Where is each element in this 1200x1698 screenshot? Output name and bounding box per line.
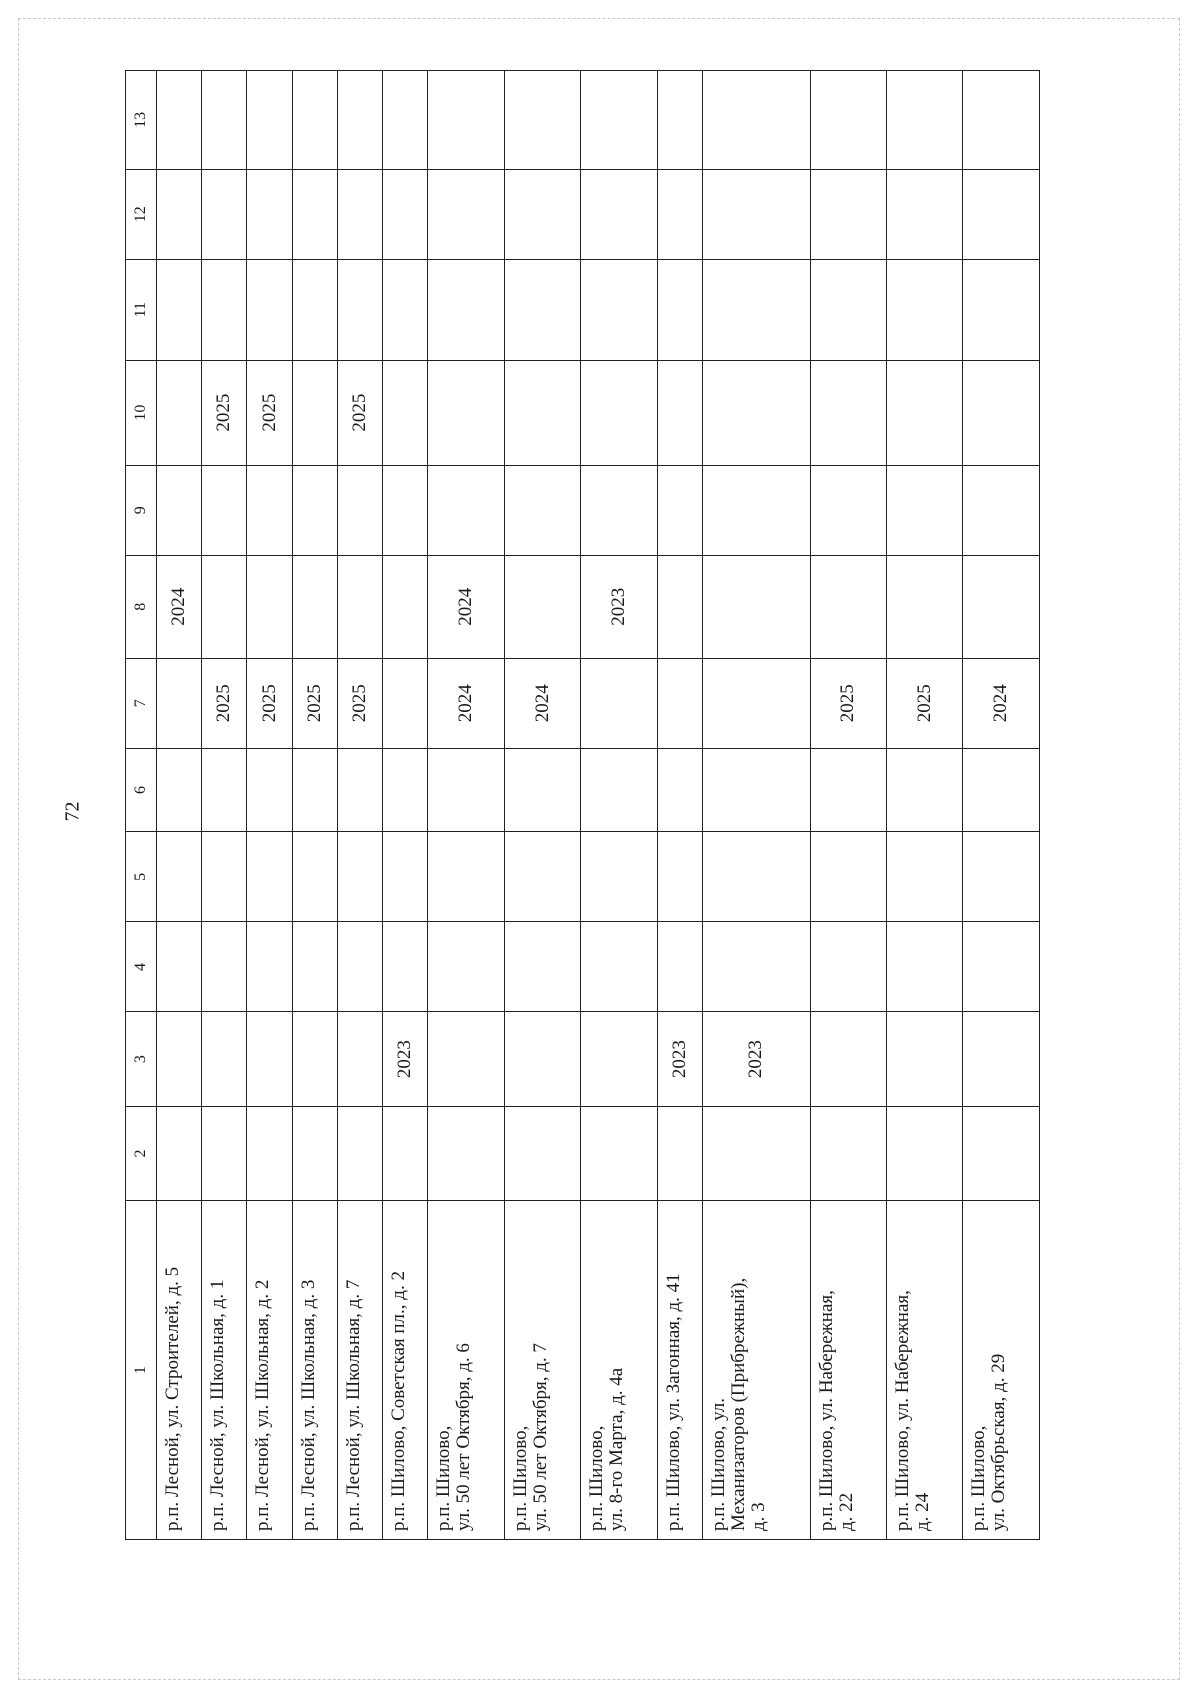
year-cell <box>702 922 810 1012</box>
year-cell <box>157 465 202 555</box>
year-cell: 2025 <box>202 658 247 748</box>
year-cell: 2023 <box>383 1012 428 1106</box>
year-cell <box>337 169 382 259</box>
year-cell <box>504 832 580 922</box>
year-cell <box>581 465 657 555</box>
year-cell <box>202 922 247 1012</box>
year-cell <box>504 71 580 170</box>
year-cell <box>581 259 657 360</box>
address-cell: р.п. Лесной, ул. Строителей, д. 5 <box>157 1201 202 1540</box>
address-cell: р.п. Шилово, ул. 8-го Марта, д. 4а <box>581 1201 657 1540</box>
year-cell <box>887 832 963 922</box>
year-cell <box>810 1106 886 1200</box>
year-cell <box>157 832 202 922</box>
year-cell <box>247 169 292 259</box>
year-cell <box>202 748 247 832</box>
column-header: 11 <box>126 259 157 360</box>
year-cell <box>383 465 428 555</box>
year-cell <box>292 259 337 360</box>
year-cell <box>337 832 382 922</box>
year-cell <box>157 169 202 259</box>
year-cell <box>963 259 1040 360</box>
year-cell <box>810 259 886 360</box>
year-cell: 2023 <box>657 1012 702 1106</box>
year-cell: 2025 <box>202 360 247 465</box>
year-cell <box>202 259 247 360</box>
table-row <box>202 71 247 1540</box>
year-cell <box>810 832 886 922</box>
address-cell: р.п. Шилово, ул. Загонная, д. 41 <box>657 1201 702 1540</box>
table-body <box>157 71 1040 1540</box>
year-cell <box>581 360 657 465</box>
year-cell <box>247 71 292 170</box>
year-cell <box>292 922 337 1012</box>
year-cell <box>292 832 337 922</box>
year-cell <box>963 922 1040 1012</box>
address-cell: р.п. Лесной, ул. Школьная, д. 2 <box>247 1201 292 1540</box>
year-cell <box>157 259 202 360</box>
year-cell <box>383 658 428 748</box>
column-header: 2 <box>126 1106 157 1200</box>
year-cell <box>383 360 428 465</box>
year-cell <box>702 259 810 360</box>
year-cell <box>504 259 580 360</box>
year-cell <box>702 658 810 748</box>
year-cell <box>504 748 580 832</box>
page-number: 72 <box>61 801 84 822</box>
year-cell <box>657 748 702 832</box>
table-row <box>810 71 886 1540</box>
year-cell <box>810 71 886 170</box>
year-cell <box>157 1012 202 1106</box>
year-cell <box>383 259 428 360</box>
year-cell <box>247 922 292 1012</box>
year-cell <box>963 71 1040 170</box>
year-cell: 2025 <box>247 360 292 465</box>
year-cell <box>504 555 580 658</box>
year-cell <box>292 555 337 658</box>
year-cell <box>247 1012 292 1106</box>
year-cell <box>247 465 292 555</box>
year-cell <box>504 1012 580 1106</box>
table-row <box>581 71 657 1540</box>
column-header: 13 <box>126 71 157 170</box>
year-cell <box>292 1012 337 1106</box>
year-cell <box>202 71 247 170</box>
year-cell: 2023 <box>702 1012 810 1106</box>
year-cell <box>702 555 810 658</box>
table-row <box>157 71 202 1540</box>
year-cell <box>581 748 657 832</box>
year-cell <box>810 1012 886 1106</box>
table-row <box>428 71 504 1540</box>
year-cell <box>337 748 382 832</box>
year-cell <box>428 169 504 259</box>
year-cell <box>292 71 337 170</box>
address-cell: р.п. Лесной, ул. Школьная, д. 3 <box>292 1201 337 1540</box>
year-cell <box>702 169 810 259</box>
year-cell: 2025 <box>337 658 382 748</box>
year-cell: 2024 <box>428 658 504 748</box>
year-cell <box>887 748 963 832</box>
column-header: 8 <box>126 555 157 658</box>
year-cell <box>337 1106 382 1200</box>
year-cell <box>581 658 657 748</box>
table-row <box>337 71 382 1540</box>
schedule-table <box>125 70 1040 1540</box>
address-cell: р.п. Шилово, Советская пл., д. 2 <box>383 1201 428 1540</box>
year-cell <box>157 1106 202 1200</box>
year-cell <box>157 71 202 170</box>
year-cell <box>810 465 886 555</box>
year-cell <box>292 169 337 259</box>
year-cell <box>292 1106 337 1200</box>
year-cell <box>581 1106 657 1200</box>
year-cell <box>963 555 1040 658</box>
year-cell <box>810 169 886 259</box>
table-row <box>247 71 292 1540</box>
address-cell: р.п. Лесной, ул. Школьная, д. 1 <box>202 1201 247 1540</box>
rotated-table-frame <box>125 70 1040 1540</box>
year-cell <box>504 922 580 1012</box>
address-cell: р.п. Шилово, ул. Механизаторов (Прибрежный), д. 3 <box>702 1201 810 1540</box>
year-cell <box>963 832 1040 922</box>
year-cell <box>887 1012 963 1106</box>
year-cell <box>887 922 963 1012</box>
year-cell <box>202 832 247 922</box>
year-cell <box>247 748 292 832</box>
year-cell <box>581 832 657 922</box>
year-cell <box>581 169 657 259</box>
year-cell <box>383 1106 428 1200</box>
table-row <box>292 71 337 1540</box>
column-header: 1 <box>126 1201 157 1540</box>
year-cell <box>157 658 202 748</box>
year-cell <box>702 360 810 465</box>
table-row <box>963 71 1040 1540</box>
year-cell <box>247 259 292 360</box>
year-cell: 2025 <box>337 360 382 465</box>
year-cell <box>581 922 657 1012</box>
year-cell <box>337 259 382 360</box>
year-cell <box>887 555 963 658</box>
year-cell <box>963 360 1040 465</box>
year-cell <box>383 922 428 1012</box>
year-cell <box>428 71 504 170</box>
year-cell: 2025 <box>292 658 337 748</box>
year-cell <box>428 832 504 922</box>
address-cell: р.п. Шилово, ул. 50 лет Октября, д. 6 <box>428 1201 504 1540</box>
year-cell <box>383 71 428 170</box>
year-cell <box>657 465 702 555</box>
year-cell <box>428 465 504 555</box>
column-header: 10 <box>126 360 157 465</box>
year-cell <box>657 71 702 170</box>
year-cell <box>247 832 292 922</box>
year-cell <box>292 360 337 465</box>
year-cell <box>810 748 886 832</box>
year-cell <box>337 555 382 658</box>
year-cell <box>581 1012 657 1106</box>
year-cell <box>202 465 247 555</box>
year-cell <box>657 658 702 748</box>
column-header: 4 <box>126 922 157 1012</box>
year-cell <box>810 360 886 465</box>
column-header: 3 <box>126 1012 157 1106</box>
address-cell: р.п. Шилово, ул. Набережная, д. 22 <box>810 1201 886 1540</box>
year-cell <box>292 465 337 555</box>
column-header: 12 <box>126 169 157 259</box>
table-container <box>125 70 1040 1540</box>
year-cell <box>504 360 580 465</box>
year-cell <box>202 1106 247 1200</box>
year-cell <box>887 71 963 170</box>
year-cell <box>337 922 382 1012</box>
year-cell <box>657 169 702 259</box>
year-cell <box>383 555 428 658</box>
column-header: 5 <box>126 832 157 922</box>
year-cell <box>337 465 382 555</box>
year-cell <box>428 360 504 465</box>
year-cell <box>657 555 702 658</box>
year-cell <box>657 922 702 1012</box>
year-cell <box>383 832 428 922</box>
year-cell <box>428 922 504 1012</box>
year-cell <box>702 1106 810 1200</box>
year-cell: 2024 <box>428 555 504 658</box>
year-cell <box>702 71 810 170</box>
year-cell <box>337 71 382 170</box>
year-cell: 2023 <box>581 555 657 658</box>
year-cell: 2025 <box>810 658 886 748</box>
year-cell <box>247 1106 292 1200</box>
year-cell <box>702 465 810 555</box>
year-cell <box>247 555 292 658</box>
column-header: 9 <box>126 465 157 555</box>
year-cell <box>428 1106 504 1200</box>
year-cell <box>383 748 428 832</box>
address-cell: р.п. Лесной, ул. Школьная, д. 7 <box>337 1201 382 1540</box>
address-cell: р.п. Шилово, ул. 50 лет Октября, д. 7 <box>504 1201 580 1540</box>
year-cell <box>963 1106 1040 1200</box>
year-cell <box>657 832 702 922</box>
year-cell <box>428 259 504 360</box>
year-cell <box>963 748 1040 832</box>
year-cell: 2024 <box>963 658 1040 748</box>
year-cell <box>504 169 580 259</box>
year-cell <box>383 169 428 259</box>
year-cell <box>702 748 810 832</box>
column-header: 7 <box>126 658 157 748</box>
year-cell <box>887 465 963 555</box>
year-cell <box>657 1106 702 1200</box>
column-header: 6 <box>126 748 157 832</box>
year-cell <box>657 360 702 465</box>
year-cell: 2024 <box>157 555 202 658</box>
year-cell: 2024 <box>504 658 580 748</box>
year-cell <box>157 748 202 832</box>
year-cell <box>157 922 202 1012</box>
table-row <box>657 71 702 1540</box>
year-cell <box>428 1012 504 1106</box>
year-cell <box>887 360 963 465</box>
year-cell <box>887 1106 963 1200</box>
year-cell <box>292 748 337 832</box>
year-cell <box>581 71 657 170</box>
year-cell: 2025 <box>887 658 963 748</box>
address-cell: р.п. Шилово, ул. Октябрьская, д. 29 <box>963 1201 1040 1540</box>
year-cell <box>504 465 580 555</box>
table-row <box>702 71 810 1540</box>
year-cell: 2025 <box>247 658 292 748</box>
year-cell <box>887 259 963 360</box>
year-cell <box>963 1012 1040 1106</box>
year-cell <box>157 360 202 465</box>
year-cell <box>657 259 702 360</box>
year-cell <box>504 1106 580 1200</box>
year-cell <box>202 555 247 658</box>
year-cell <box>810 922 886 1012</box>
address-cell: р.п. Шилово, ул. Набережная, д. 24 <box>887 1201 963 1540</box>
year-cell <box>202 1012 247 1106</box>
year-cell <box>887 169 963 259</box>
year-cell <box>202 169 247 259</box>
year-cell <box>337 1012 382 1106</box>
year-cell <box>428 748 504 832</box>
year-cell <box>963 465 1040 555</box>
header-row <box>126 71 157 1540</box>
year-cell <box>963 169 1040 259</box>
year-cell <box>702 832 810 922</box>
table-row <box>383 71 428 1540</box>
table-row <box>887 71 963 1540</box>
year-cell <box>810 555 886 658</box>
table-row <box>504 71 580 1540</box>
